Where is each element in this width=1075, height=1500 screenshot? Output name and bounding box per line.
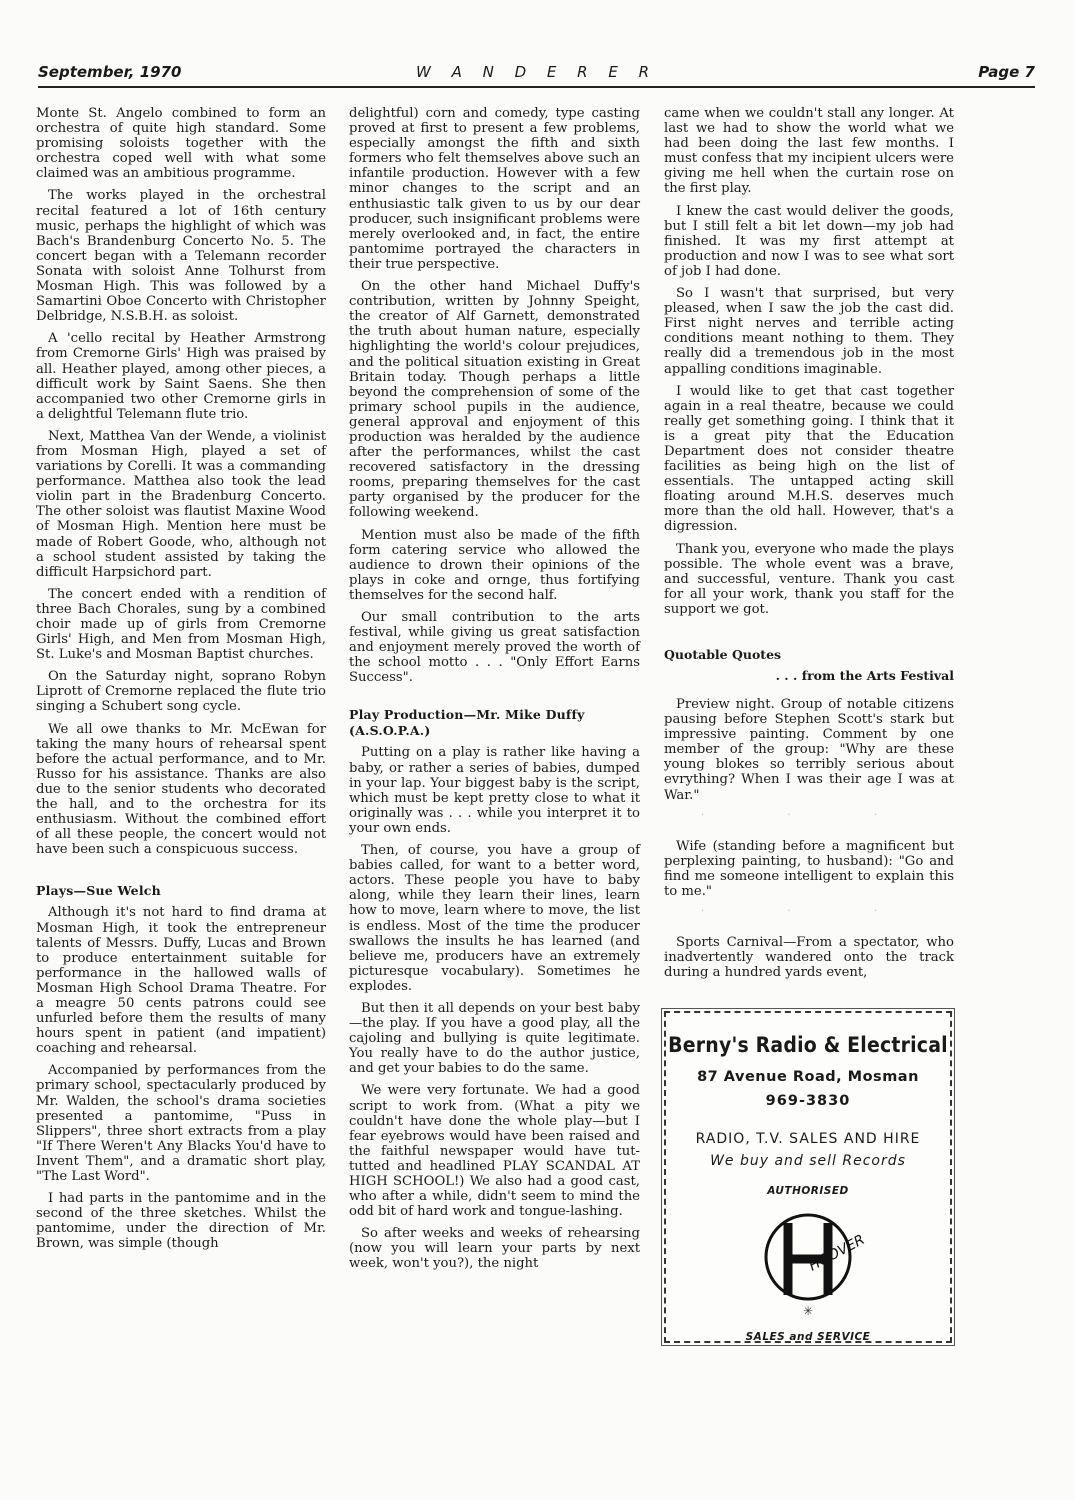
logo-text: HOOVER bbox=[806, 1231, 868, 1275]
column-3 bbox=[664, 106, 954, 987]
quote: Preview night. Group of notable citizens pausing before Stephen Scott's stark but impressive painting. Comment by one member of the group: "Why are these young blokes so terribly serious about evrything? When I was their age I was at War." bbox=[664, 697, 954, 803]
paragraph: I would like to get that cast together again in a real theatre, because we could really get something going. I think that it is a great pity that the Education Department does not consider theatre facilities as being high on the list of essentials. The untapped acting skill floating around M.H.S. deserves much more than the old hall. However, that's a digression. bbox=[664, 383, 954, 535]
column-1 bbox=[36, 106, 326, 1258]
paragraph: Mention must also be made of the fifth form catering service who allowed the audience to drown their opinions of the plays in coke and ornge, thus fortifying themselves for the second half. bbox=[349, 527, 640, 603]
separator-dots: · · · bbox=[701, 906, 917, 918]
paragraph: Although it's not hard to find drama at Mosman High, it took the entrepreneur talents of Messrs. Duffy, Lucas and Brown to produce entertainment suitable for performance in the hallowed walls of Mosman High School Drama Theatre. For a meagre 50 cents patrons could see unfurled before them the results of many hours spent in patient (and impatient) coaching and rehearsal. bbox=[36, 905, 326, 1057]
logo-star-icon: ✳ bbox=[802, 1304, 814, 1318]
issue-date: September, 1970 bbox=[38, 63, 182, 81]
ad-authorised: AUTHORISED bbox=[767, 1185, 849, 1197]
paragraph: Then, of course, you have a group of babies called, for want to a better word, actors. These people you have to baby along, while they learn their lines, learn how to move, learn where to move, the list is endless. Most of the time the producer swallows the insults he has learned (and believe me, producers have an extremely picturesque vocabulary). Sometimes he explodes. bbox=[349, 843, 640, 994]
separator-dots: · · · bbox=[701, 809, 917, 821]
paragraph: Accompanied by performances from the primary school, spectacularly produced by Mr. Walden, the school's drama societies presented a pantomime, "Puss in Slippers", three short extracts from a play "If There Weren't Any Blacks You'd have to Invent Them", and a dramatic short play, "The Last Word". bbox=[36, 1063, 326, 1184]
section-heading-play-production: Play Production—Mr. Mike Duffy (A.S.O.P.A.) bbox=[349, 707, 585, 739]
paragraph: Putting on a play is rather like having a baby, or rather a series of babies, dumped in your lap. Your biggest baby is the script, which must be kept pretty close to what it originally was . . . while you interpret it to your own ends. bbox=[349, 745, 640, 836]
paragraph: Thank you, everyone who made the plays possible. The whole event was a brave, and successful, venture. Thank you cast for all your work, thank you staff for the support we got. bbox=[664, 541, 954, 617]
paragraph: We all owe thanks to Mr. McEwan for taking the many hours of rehearsal spent before the actual performance, and to Mr. Russo for his assistance. Thanks are also due to the senior students who decorated the hall, and to the orchestra for its enthusiasm. Without the combined effort of all these people, the concert would not have been such a conspicuous success. bbox=[36, 721, 326, 858]
paragraph: The works played in the orchestral recital featured a lot of 16th century music, perhaps the highlight of which was Bach's Brandenburg Concerto No. 5. The concert began with a Telemann recorder Sonata with soloist Anne Tolhurst from Mosman High. This was followed by a Samartini Oboe Concerto with Christopher Delbridge, N.S.B.H. as soloist. bbox=[36, 188, 326, 325]
quote: Wife (standing before a magnificent but perplexing painting, to husband): "Go and find me someone intelligent to explain this to me." bbox=[664, 838, 954, 899]
ad-address: 87 Avenue Road, Mosman bbox=[697, 1069, 919, 1085]
page-header bbox=[38, 60, 1035, 88]
advertisement bbox=[664, 1011, 952, 1343]
ad-phone: 969-3830 bbox=[765, 1093, 851, 1109]
paragraph: On the Saturday night, soprano Robyn Liprott of Cremorne replaced the flute trio singing a Schubert song cycle. bbox=[36, 669, 326, 715]
quote: Sports Carnival—From a spectator, who inadvertently wandered onto the track during a hundred yards event, bbox=[664, 935, 954, 981]
quotable-quotes-subtitle: . . . from the Arts Festival bbox=[775, 668, 954, 683]
paragraph: On the other hand Michael Duffy's contribution, written by Johnny Speight, the creator of Alf Garnett, demonstrated the truth about human nature, especially highlighting the world's colour prejudices, and the political situation existing in Great Britain today. Though perhaps a little beyond the comprehension of some of the primary school pupils in the audience, general approval and enjoyment of this production was heralded by the audience after the performances, whilst the cast recovered satisfactory in the dressing rooms, preparing themselves for the cast party organised by the producer for the following weekend. bbox=[349, 279, 640, 521]
paragraph: I had parts in the pantomime and in the second of the three sketches. Whilst the pantomime, under the direction of Mr. Brown, was simple (though bbox=[36, 1191, 326, 1252]
ad-sales-service: SALES and SERVICE bbox=[745, 1331, 871, 1343]
paragraph: Monte St. Angelo combined to form an orchestra of quite high standard. Some promising soloists together with the orchestra coped well with what some claimed was an ambitious programme. bbox=[36, 106, 326, 182]
masthead: W A N D E R E R bbox=[415, 63, 658, 81]
section-heading-plays: Plays—Sue Welch bbox=[36, 883, 161, 899]
hoover-logo-icon bbox=[758, 1209, 868, 1321]
column-2 bbox=[349, 106, 640, 1279]
paragraph: The concert ended with a rendition of three Bach Chorales, sung by a combined choir made up of girls from Cremorne Girls' High, and Men from Mosman High, St. Luke's and Mosman Baptist churches. bbox=[36, 586, 326, 663]
paragraph: Next, Matthea Van der Wende, a violinist from Mosman High, played a set of variations by Corelli. It was a commanding performance. Matthea also took the lead violin part in the Bradenburg Concerto. The other soloist was flautist Maxine Wood of Mosman High. Mention here must be made of Robert Goode, who, although not a school student assisted by taking the difficult Harpsichord part. bbox=[36, 428, 326, 580]
ad-business-name: Berny's Radio & Electrical bbox=[668, 1033, 948, 1057]
page-number: Page 7 bbox=[978, 63, 1035, 81]
paragraph: delightful) corn and comedy, type casting proved at first to present a few problems, especially amongst the fifth and sixth formers who felt themselves above such an infantile production. However with a few minor changes to the script and an enthusiastic talk given to us by our dear producer, such insignificant problems were merely overlooked and, in fact, the entire pantomime portrayed the characters in their true perspective. bbox=[349, 106, 640, 272]
ad-records: We buy and sell Records bbox=[710, 1153, 906, 1169]
paragraph: Our small contribution to the arts festival, while giving us great satisfaction and enjoyment merely proved the worth of the school motto . . . "Only Effort Earns Success". bbox=[349, 610, 640, 686]
paragraph: came when we couldn't stall any longer. At last we had to show the world what we had been doing the last few months. I must confess that my incipient ulcers were giving me hell when the curtain rose on the first play. bbox=[664, 106, 954, 197]
paragraph: But then it all depends on your best baby—the play. If you have a good play, all the cajoling and bullying is quite legitimate. You really have to do the author justice, and get your babies to do the same. bbox=[349, 1000, 640, 1077]
quotable-quotes-title: Quotable Quotes bbox=[664, 647, 782, 662]
ad-services: RADIO, T.V. SALES AND HIRE bbox=[695, 1131, 921, 1147]
paragraph: So after weeks and weeks of rehearsing (now you will learn your parts by next week, won't you?), the night bbox=[349, 1226, 640, 1272]
paragraph: We were very fortunate. We had a good script to work from. (What a pity we couldn't have done the whole play—but I fear eyebrows would have been raised and the faithful newspaper would have tut-tutted and headlined PLAY SCANDAL AT HIGH SCHOOL!) We also had a good cast, who after a while, didn't seem to mind the odd bit of hard work and tongue-lashing. bbox=[349, 1083, 640, 1220]
paragraph: So I wasn't that surprised, but very pleased, when I saw the job the cast did. First night nerves and terrible acting conditions meant nothing to them. They really did a tremendous job in the most appalling conditions imaginable. bbox=[664, 286, 954, 377]
paragraph: I knew the cast would deliver the goods, but I still felt a bit let down—my job had finished. It was my first attempt at production and now I was to see what sort of job I had done. bbox=[664, 203, 954, 279]
paragraph: A 'cello recital by Heather Armstrong from Cremorne Girls' High was praised by all. Heather played, among other pieces, a difficult work by Saint Saens. She then accompanied two other Cremorne girls in a delightful Telemann flute trio. bbox=[36, 331, 326, 422]
